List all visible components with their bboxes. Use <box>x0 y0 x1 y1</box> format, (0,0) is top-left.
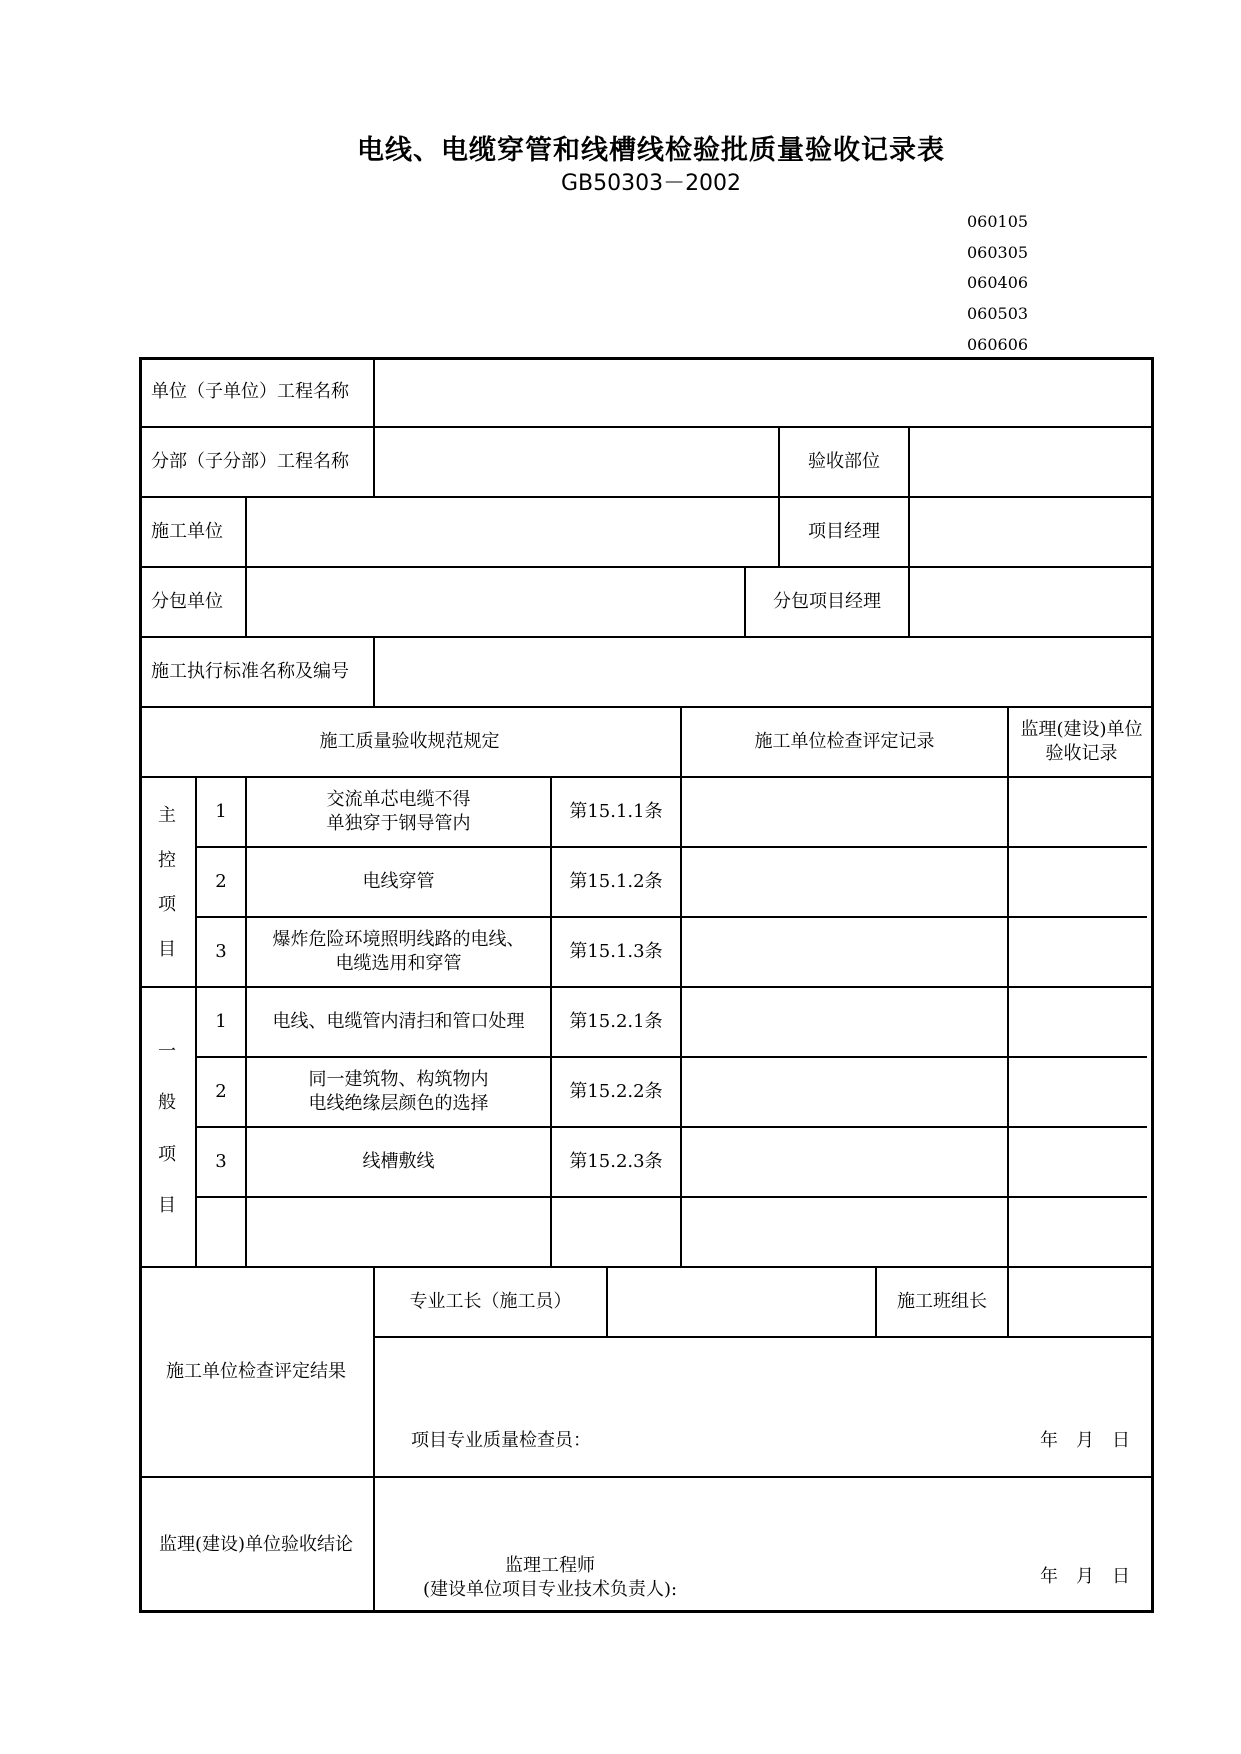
main-control-items-label: 主 控 项 目 <box>158 805 176 960</box>
supervisor-header-line1: 监理(建设)单位 <box>1020 719 1143 740</box>
form-title: 电线、电缆穿管和线槽线检验批质量验收记录表 <box>357 135 945 166</box>
form-code: 060606 <box>967 335 1029 354</box>
project-manager-label: 项目经理 <box>808 521 880 542</box>
check-date-label: 年 月 日 <box>1040 1430 1130 1451</box>
item-description: 交流单芯电缆不得 单独穿于钢导管内 <box>326 789 471 834</box>
check-record-field[interactable] <box>682 848 1007 916</box>
check-record-field[interactable] <box>682 778 1007 846</box>
check-record-field-empty[interactable] <box>682 1198 1007 1266</box>
standard-number: GB50303－2002 <box>560 171 742 196</box>
sub-project-name-label: 分部（子分部）工程名称 <box>151 451 349 472</box>
item-description: 爆炸危险环境照明线路的电线、 电缆选用和穿管 <box>272 929 525 974</box>
sub-project-name-field[interactable] <box>375 428 778 496</box>
check-record-field[interactable] <box>682 988 1007 1056</box>
item-clause: 第15.1.2条 <box>569 871 663 892</box>
item-clause: 第15.2.2条 <box>569 1081 663 1102</box>
supervisor-engineer-label: 监理工程师 (建设单位项目专业技术负责人): <box>422 1555 678 1600</box>
item-number: 2 <box>215 1081 227 1102</box>
team-leader-field[interactable] <box>1009 1268 1151 1336</box>
foreman-field[interactable] <box>608 1268 875 1336</box>
item-description: 同一建筑物、构筑物内 电线绝缘层颜色的选择 <box>308 1069 489 1114</box>
subcontract-unit-field[interactable] <box>247 568 744 636</box>
item-clause: 第15.1.1条 <box>569 801 663 822</box>
spec-column-header: 施工质量验收规范规定 <box>319 731 500 752</box>
form-code: 060503 <box>967 304 1029 323</box>
unit-project-name-label: 单位（子单位）工程名称 <box>151 381 349 402</box>
foreman-label: 专业工长（施工员） <box>409 1291 572 1312</box>
supervisor-date-label: 年 月 日 <box>1040 1566 1130 1587</box>
supervisor-main-record-field[interactable] <box>1009 778 1151 986</box>
form-code: 060305 <box>967 243 1029 262</box>
team-leader-label: 施工班组长 <box>897 1291 987 1312</box>
standard-name-field[interactable] <box>375 638 1151 706</box>
check-record-field[interactable] <box>682 918 1007 986</box>
project-manager-field[interactable] <box>910 498 1151 566</box>
item-description: 电线穿管 <box>362 871 435 892</box>
item-number: 2 <box>215 871 227 892</box>
item-description: 线槽敷线 <box>362 1151 435 1172</box>
item-number: 3 <box>215 941 227 962</box>
acceptance-part-label: 验收部位 <box>808 451 880 472</box>
supervisor-general-record-field[interactable] <box>1009 988 1151 1266</box>
construction-unit-label: 施工单位 <box>151 521 223 542</box>
form-code: 060105 <box>967 212 1029 231</box>
item-number: 1 <box>215 801 227 822</box>
item-clause: 第15.1.3条 <box>569 941 663 962</box>
form-code: 060406 <box>967 273 1029 292</box>
check-record-field[interactable] <box>682 1128 1007 1196</box>
quality-inspector-label: 项目专业质量检查员： <box>411 1430 591 1451</box>
item-description: 电线、电缆管内清扫和管口处理 <box>272 1011 525 1032</box>
supervisor-conclusion-label: 监理(建设)单位验收结论 <box>158 1534 354 1555</box>
item-clause: 第15.2.1条 <box>569 1011 663 1032</box>
unit-project-name-field[interactable] <box>375 359 1151 426</box>
general-items-label: 一 般 项 目 <box>158 1041 176 1216</box>
supervisor-record-column-header <box>1009 707 1154 777</box>
subcontract-manager-label: 分包项目经理 <box>773 591 881 612</box>
item-clause: 第15.2.3条 <box>569 1151 663 1172</box>
acceptance-part-field[interactable] <box>910 428 1151 496</box>
check-result-label: 施工单位检查评定结果 <box>166 1361 346 1382</box>
supervisor-conclusion-field[interactable] <box>375 1478 1151 1548</box>
supervisor-header-line2: 验收记录 <box>1045 743 1118 764</box>
item-number: 1 <box>215 1011 227 1032</box>
check-result-field[interactable] <box>375 1338 1151 1418</box>
standard-name-label: 施工执行标准名称及编号 <box>151 661 349 682</box>
subcontract-manager-field[interactable] <box>910 568 1151 636</box>
check-record-column-header: 施工单位检查评定记录 <box>754 731 935 752</box>
item-number: 3 <box>215 1151 227 1172</box>
check-record-field[interactable] <box>682 1058 1007 1126</box>
construction-unit-field[interactable] <box>247 498 778 566</box>
subcontract-unit-label: 分包单位 <box>151 591 223 612</box>
acceptance-record-form <box>139 357 1154 1613</box>
